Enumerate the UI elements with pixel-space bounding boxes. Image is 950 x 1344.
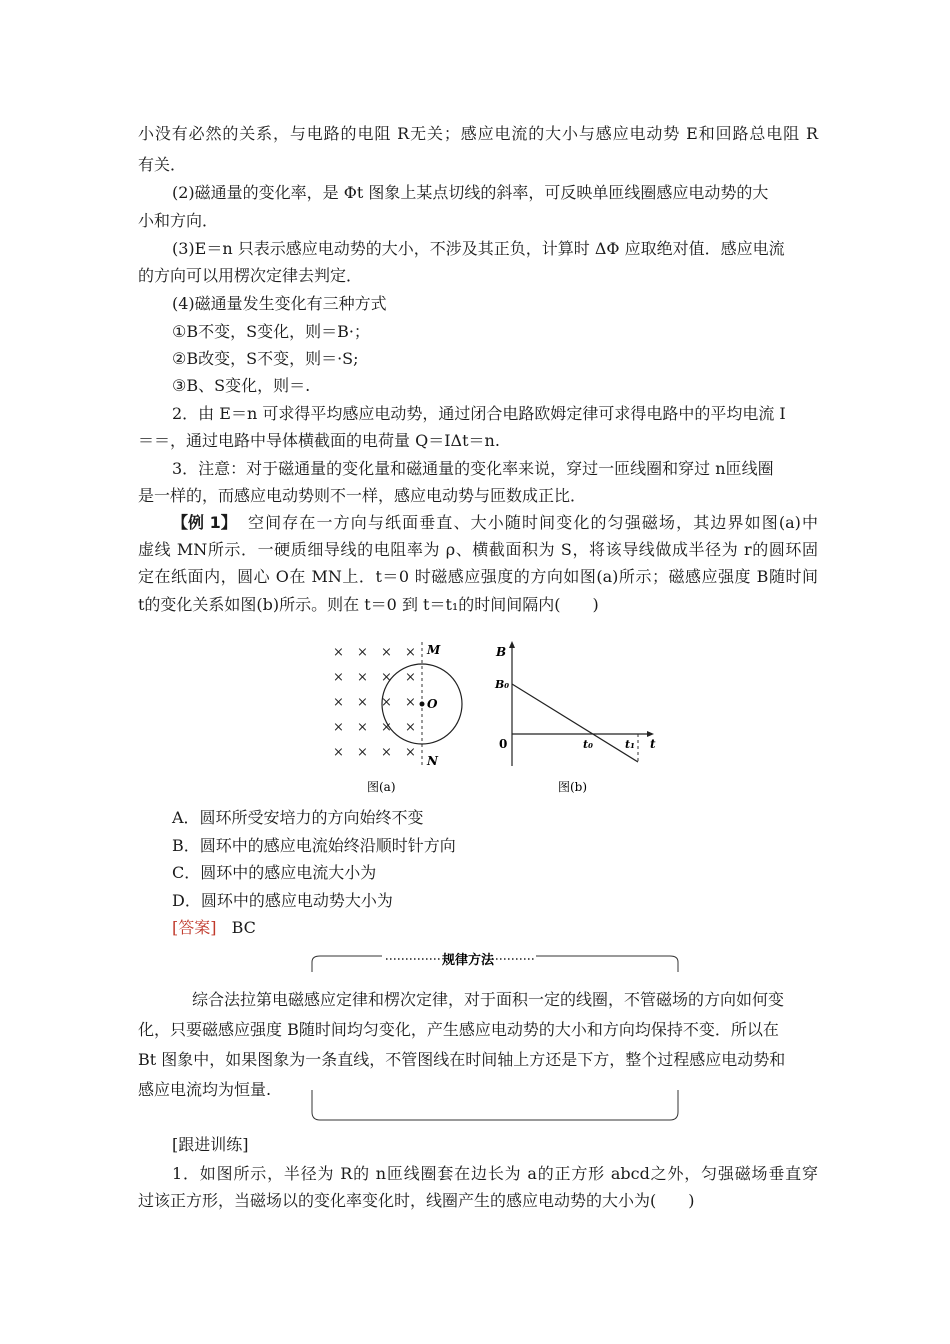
label-n: N: [427, 754, 438, 768]
method-line: 感应电流均为恒量.: [138, 1080, 272, 1099]
paragraph-line: 小和方向．: [138, 211, 219, 230]
label-m: M: [427, 643, 441, 657]
figure-a-svg: [325, 638, 485, 798]
field-cross: ×: [333, 695, 344, 710]
paragraph-line: 是一样的，而感应电动势则不一样，感应电动势与匝数成正比．: [138, 486, 587, 505]
method-footer-frame: [310, 1088, 680, 1124]
field-cross: ×: [381, 745, 392, 760]
field-cross: ×: [333, 645, 344, 660]
caption-a: 图(a): [367, 780, 396, 794]
figure-b: [492, 638, 664, 798]
y-axis-arrow-icon: [509, 641, 515, 648]
option-a: A．圆环所受安培力的方向始终不变: [172, 808, 424, 827]
example-line: 定在纸面内，圆心 O在 MN上．t＝0 时磁感应强度的方向如图(a)所示；磁感应强度 B随时间: [138, 567, 818, 586]
paragraph-line: ＝＝，通过电路中导体横截面的电荷量 Q＝IΔt＝n.: [138, 431, 500, 450]
paragraph-line: ③B、S变化，则＝.: [172, 376, 311, 395]
label-o: O: [427, 697, 438, 711]
footer-bracket: [312, 1090, 678, 1120]
center-point: [420, 702, 425, 707]
practice-line: 过该正方形，当磁场以的变化率变化时，线圈产生的感应电动势的大小为( ): [138, 1191, 695, 1210]
method-box-footer: [310, 1088, 680, 1124]
header-left-bracket: [312, 956, 382, 972]
field-cross: ×: [405, 745, 416, 760]
label-b0: B₀: [495, 678, 510, 691]
option-b: B．圆环中的感应电流始终沿顺时针方向: [172, 836, 456, 855]
label-b-axis: B: [496, 645, 507, 659]
label-origin: 0: [499, 737, 508, 751]
practice-heading: [跟进训练]: [172, 1135, 249, 1154]
figure-a: [325, 638, 485, 798]
paragraph-line: 有关．: [138, 155, 187, 174]
method-title: 规律方法: [442, 953, 495, 968]
field-cross: ×: [381, 645, 392, 660]
header-right-bracket: [536, 956, 678, 972]
label-t1: t₁: [625, 738, 635, 751]
field-cross: ×: [357, 720, 368, 735]
paragraph-line: 的方向可以用楞次定律去判定．: [138, 266, 363, 285]
paragraph-line: ①B不变，S变化，则＝B·；: [172, 322, 370, 341]
paragraph-line: (3)E＝n 只表示感应电动势的大小，不涉及其正负，计算时 ΔΦ 应取绝对值．感应电流: [172, 239, 785, 258]
option-c: C．圆环中的感应电流大小为: [172, 863, 377, 882]
example-line: 空间存在一方向与纸面垂直、大小随时间变化的匀强磁场，其边界如图(a)中: [248, 513, 818, 532]
field-cross: ×: [405, 645, 416, 660]
method-body: [138, 985, 818, 1105]
practice-line: 1．如图所示，半径为 R的 n匝线圈套在边长为 a的正方形 abcd之外，匀强磁场垂直穿: [172, 1164, 818, 1183]
paragraph-line: 2．由 E＝n 可求得平均感应电动势，通过闭合电路欧姆定律可求得电路中的平均电流 I: [172, 404, 786, 423]
paragraph-line: (4)磁通量发生变化有三种方式: [172, 294, 387, 313]
field-cross: ×: [381, 695, 392, 710]
magnetic-field-crosses: [333, 645, 416, 760]
field-cross: ×: [357, 695, 368, 710]
field-cross: ×: [333, 670, 344, 685]
label-t0: t₀: [583, 738, 593, 751]
field-cross: ×: [405, 720, 416, 735]
answer-line: [172, 918, 852, 938]
label-t-axis: t: [650, 737, 656, 751]
paragraph-line: 3．注意：对于磁通量的变化量和磁通量的变化率来说，穿过一匝线圈和穿过 n匝线圈: [172, 459, 774, 478]
field-cross: ×: [381, 670, 392, 685]
method-line: Bt 图象中，如果图象为一条直线，不管图线在时间轴上方还是下方，整个过程感应电动势和: [138, 1050, 786, 1069]
method-header-frame: [310, 950, 680, 974]
option-d: D．圆环中的感应电动势大小为: [172, 891, 393, 910]
paragraph-line: 小没有必然的关系，与电路的电阻 R无关；感应电流的大小与感应电动势 E和回路总电阻 R: [138, 124, 818, 143]
field-cross: ×: [405, 670, 416, 685]
method-box-header: [310, 950, 680, 974]
answer-label: [答案]: [172, 918, 217, 937]
field-cross: ×: [333, 745, 344, 760]
figure-b-svg: [492, 638, 664, 798]
caption-b: 图(b): [558, 780, 588, 794]
field-cross: ×: [357, 745, 368, 760]
example-line: t的变化关系如图(b)所示。则在 t＝0 到 t＝t₁的时间间隔内( ): [138, 595, 599, 614]
field-cross: ×: [357, 670, 368, 685]
answer-value: BC: [231, 918, 256, 937]
field-cross: ×: [381, 720, 392, 735]
b-t-line: [512, 684, 638, 762]
method-line: 综合法拉第电磁感应定律和楞次定律，对于面积一定的线圈，不管磁场的方向如何变: [192, 990, 785, 1009]
field-cross: ×: [405, 695, 416, 710]
field-cross: ×: [357, 645, 368, 660]
paragraph-line: (2)磁通量的变化率，是 Φt 图象上某点切线的斜率，可反映单匝线圈感应电动势的大: [172, 183, 769, 202]
method-line: 化，只要磁感应强度 B随时间均匀变化，产生感应电动势的大小和方向均保持不变．所以在: [138, 1020, 779, 1039]
paragraph-line: ②B改变，S不变，则＝·S;: [172, 349, 359, 368]
example-line: 虚线 MN所示．一硬质细导线的电阻率为 ρ、横截面积为 S，将该导线做成半径为 r的圆环固: [138, 540, 818, 559]
example-label: 【例 1】: [172, 513, 237, 532]
field-cross: ×: [333, 720, 344, 735]
